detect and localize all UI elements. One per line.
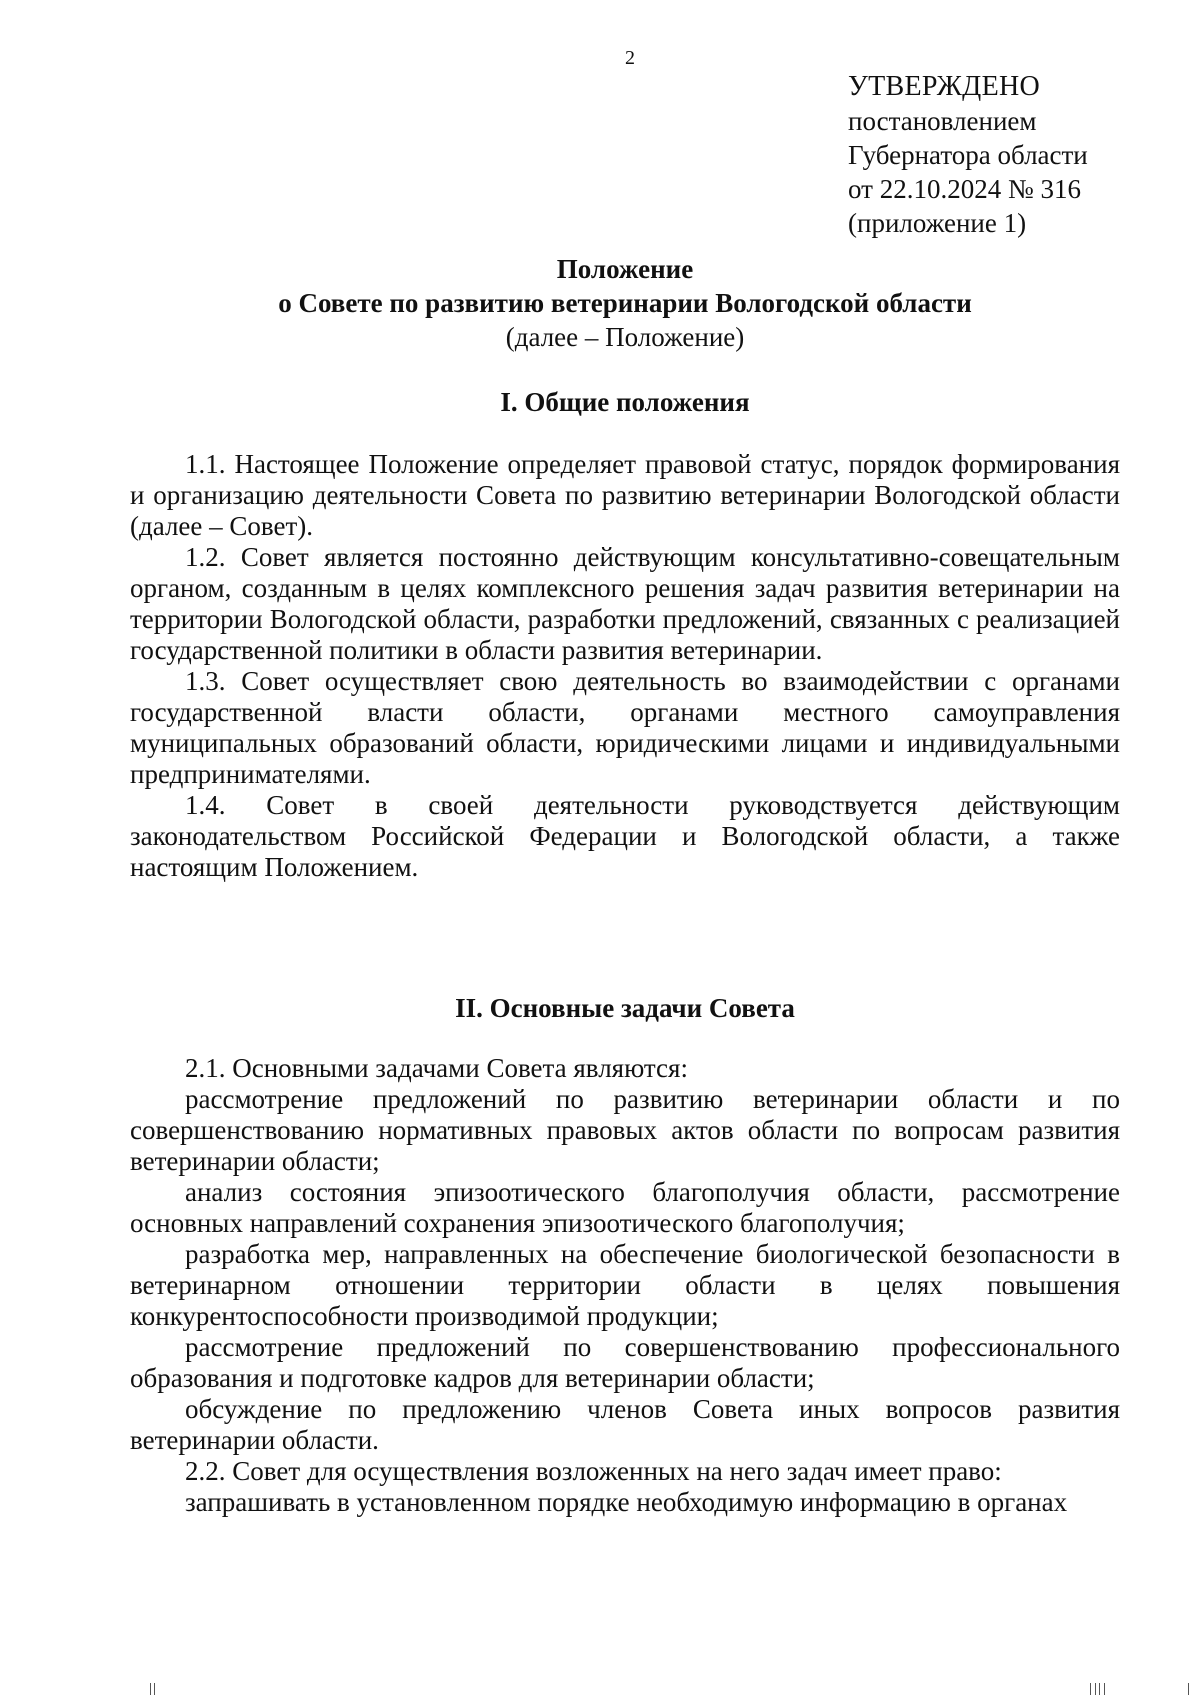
title-line-council: о Совете по развитию ветеринарии Вологодской области xyxy=(278,288,972,318)
task-item-other-issues: обсуждение по предложению членов Совета иных вопросов развития ветеринарии области. xyxy=(130,1394,1120,1455)
approval-line-approved: УТВЕРЖДЕНО xyxy=(848,71,1041,102)
scan-edge-marks xyxy=(0,1673,1200,1697)
right-item-request-info: запрашивать в установленном порядке необходимую информацию в органах xyxy=(185,1487,1068,1517)
section-2-heading: II. Основные задачи Совета xyxy=(455,993,795,1023)
scan-mark xyxy=(1095,1683,1096,1695)
approval-stamp-block xyxy=(848,70,1178,240)
scan-mark xyxy=(1090,1683,1091,1695)
title-line-regulation: Положение xyxy=(556,254,694,284)
task-item-proposals: рассмотрение предложений по развитию ветеринарии области и по совершенствованию нормативных правовых актов области по вопросам развития ветеринарии области; xyxy=(130,1084,1120,1176)
paragraph-2-2: 2.2. Совет для осуществления возложенных на него задач имеет право: xyxy=(185,1456,1002,1486)
section-2-body xyxy=(130,1053,1120,1518)
scan-mark xyxy=(1104,1683,1105,1695)
approval-line-appendix: (приложение 1) xyxy=(848,208,1027,238)
scan-mark xyxy=(150,1683,151,1695)
paragraph-1-2: 1.2. Совет является постоянно действующим консультативно-совещательным органом, созданным в целях комплексного решения задач развития ветеринарии на территории Вологодской области, разработки предложений, связанных с реализацией государственной политики в области развития ветеринарии. xyxy=(130,542,1120,665)
task-item-epizootic-analysis: анализ состояния эпизоотического благополучия области, рассмотрение основных направлений сохранения эпизоотического благополучия; xyxy=(130,1177,1120,1238)
approval-line-date-number: от 22.10.2024 № 316 xyxy=(848,174,1081,204)
paragraph-2-1: 2.1. Основными задачами Совета являются: xyxy=(185,1053,688,1083)
scan-mark xyxy=(1099,1683,1100,1695)
section-1-heading: I. Общие положения xyxy=(500,387,750,417)
scan-mark xyxy=(154,1683,155,1695)
scan-mark xyxy=(1188,1683,1189,1695)
approval-line-by-resolution: постановлением xyxy=(848,106,1037,136)
paragraph-1-1: 1.1. Настоящее Положение определяет правовой статус, порядок формирования и организацию деятельности Совета по развитию ветеринарии Вологодской области (далее – Совет). xyxy=(130,449,1120,541)
task-item-education: рассмотрение предложений по совершенствованию профессионального образования и подготовке кадров для ветеринарии области; xyxy=(130,1332,1120,1393)
section-1-body xyxy=(130,449,1120,883)
paragraph-1-3: 1.3. Совет осуществляет свою деятельность во взаимодействии с органами государственной власти области, органами местного самоуправления муниципальных образований области, юридическими лицами и индивидуальными предпринимателями. xyxy=(130,666,1120,789)
paragraph-1-4: 1.4. Совет в своей деятельности руководствуется действующим законодательством Российской Федерации и Вологодской области, а также настоящим Положением. xyxy=(130,790,1120,882)
task-item-biosecurity: разработка мер, направленных на обеспечение биологической безопасности в ветеринарном отношении территории области в целях повышения конкурентоспособности производимой продукции; xyxy=(130,1239,1120,1331)
approval-line-governor: Губернатора области xyxy=(848,140,1088,170)
title-line-hereinafter: (далее – Положение) xyxy=(505,322,745,352)
page-number: 2 xyxy=(625,47,635,69)
document-title xyxy=(130,252,1120,354)
